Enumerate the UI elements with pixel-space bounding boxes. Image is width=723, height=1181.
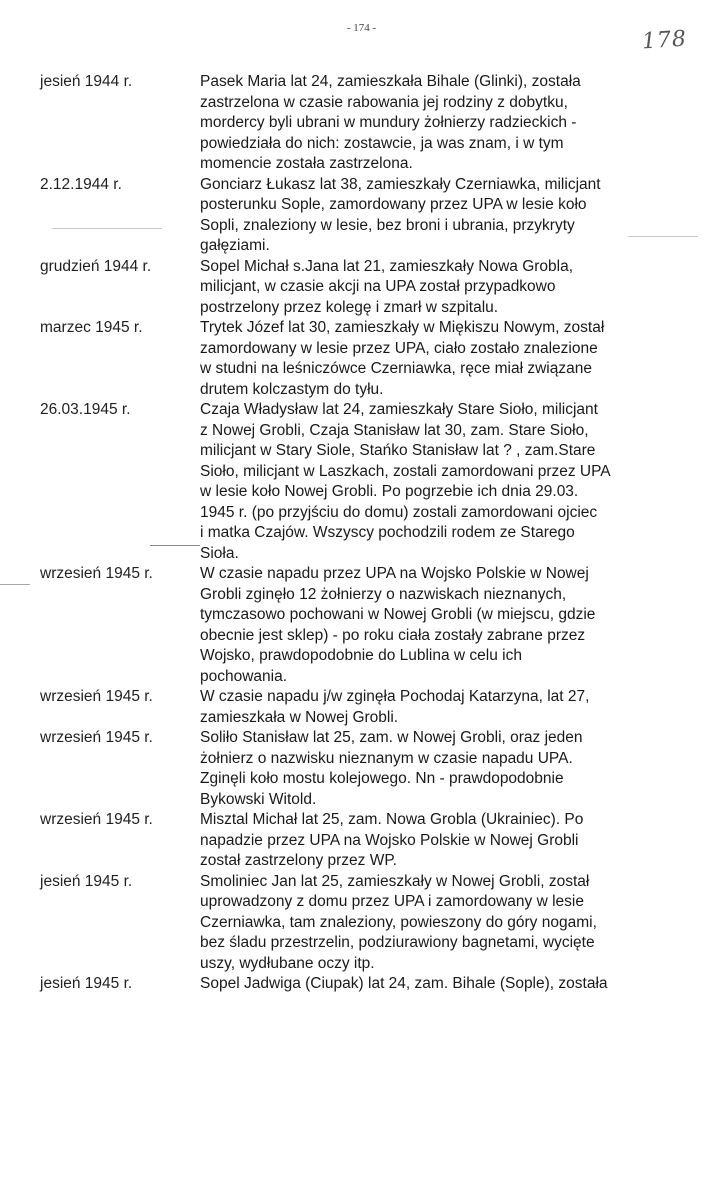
entry-row xyxy=(40,974,710,995)
entry-date: 26.03.1945 r. xyxy=(40,401,131,418)
entry-text-line: Czaja Władysław lat 24, zamieszkały Stare Sioło, milicjant xyxy=(200,401,598,418)
entry-text-line: zamordowany w lesie przez UPA, ciało zostało znalezione xyxy=(200,339,598,357)
entry-text-line: W czasie napadu j/w zginęła Pochodaj Katarzyna, lat 27, xyxy=(200,688,590,705)
entry-row xyxy=(40,257,710,319)
entry-text xyxy=(200,872,710,975)
entry-text-line: tymczasowo pochowani w Nowej Grobli (w miejscu, gdzie xyxy=(200,606,596,623)
entry-row xyxy=(40,318,710,400)
entry-row xyxy=(40,872,710,975)
entry-text-line: Sioła. xyxy=(200,544,239,562)
entry-text-line: i matka Czajów. Wszyscy pochodzili rodem ze Starego xyxy=(200,524,575,541)
entry-date: wrzesień 1945 r. xyxy=(40,688,153,705)
entry-date: wrzesień 1945 r. xyxy=(40,811,153,828)
entry-text-line: gałęziami. xyxy=(200,237,270,254)
entry-text xyxy=(200,400,710,564)
entry-text-line: Zginęli koło mostu kolejowego. Nn - prawdopodobnie xyxy=(200,770,564,787)
entry-row xyxy=(40,728,710,810)
entry-text-line: milicjant w Stary Siole, Stańko Stanisław lat ? , zam.Stare xyxy=(200,442,596,459)
entry-text-line: Sopel Jadwiga (Ciupak) lat 24, zam. Bihale (Sople), została xyxy=(200,975,608,992)
entry-text-line: Czerniawka, tam znaleziony, powieszony do góry nogami, xyxy=(200,913,597,931)
entry-text-line: postrzelony przez kolegę i zmarł w szpitalu. xyxy=(200,298,499,316)
entry-text-line: posterunku Sople, zamordowany przez UPA w lesie koło xyxy=(200,196,587,213)
entry-row xyxy=(40,400,710,564)
scan-artifact-line xyxy=(0,584,30,585)
entry-date: jesień 1945 r. xyxy=(40,872,133,890)
entry-text-line: żołnierz o nazwisku nieznanym w czasie napadu UPA. xyxy=(200,749,573,767)
entry-text-line: momencie została zastrzelona. xyxy=(200,155,413,172)
entry-text-line: uszy, wydłubane oczy itp. xyxy=(200,954,375,972)
entry-date: wrzesień 1945 r. xyxy=(40,565,153,582)
entry-text-line: W czasie napadu przez UPA na Wojsko Polskie w Nowej xyxy=(200,565,589,582)
entry-row xyxy=(40,175,710,257)
entry-text-line: z Nowej Grobli, Czaja Stanisław lat 30, zam. Stare Sioło, xyxy=(200,421,589,439)
entry-text-line: Sopli, znaleziony w lesie, bez broni i ubrania, przykryty xyxy=(200,216,575,234)
entry-text-line: zamieszkała w Nowej Grobli. xyxy=(200,708,399,726)
entry-text-line: obecnie jest sklep) - po roku ciała zostały zabrane przez xyxy=(200,626,586,644)
entry-text-line: Pasek Maria lat 24, zamieszkała Bihale (Glinki), została xyxy=(200,73,581,90)
entry-row xyxy=(40,687,710,728)
entry-text-line: Soliło Stanisław lat 25, zam. w Nowej Grobli, oraz jeden xyxy=(200,729,583,746)
entry-date: jesień 1944 r. xyxy=(40,73,133,90)
entry-text xyxy=(200,318,710,400)
handwritten-page-number: 178 xyxy=(641,26,688,55)
page-number: - 174 - xyxy=(346,22,377,34)
entry-row xyxy=(40,810,710,872)
entry-text-line: mordercy byli ubrani w mundury żołnierzy radzieckich - xyxy=(200,114,577,131)
entry-text xyxy=(200,728,710,810)
entry-text-line: Bykowski Witold. xyxy=(200,790,317,808)
entry-text-line: Trytek Józef lat 30, zamieszkały w Miękiszu Nowym, został xyxy=(200,319,605,336)
entry-text-line: pochowania. xyxy=(200,667,288,685)
entry-row xyxy=(40,72,710,175)
entry-text xyxy=(200,564,710,687)
entry-text-line: milicjant, w czasie akcji na UPA został przypadkowo xyxy=(200,278,556,295)
entry-text-line: bez śladu przestrzelin, podziurawiony bagnetami, wycięte xyxy=(200,934,595,951)
entry-date: grudzień 1944 r. xyxy=(40,257,152,275)
entry-text xyxy=(200,687,710,728)
entry-text xyxy=(200,257,710,319)
entry-date: 2.12.1944 r. xyxy=(40,175,122,193)
entry-text-line: Smoliniec Jan lat 25, zamieszkały w Nowej Grobli, został xyxy=(200,872,590,890)
entry-row xyxy=(40,564,710,687)
entry-text-line: drutem kolczastym do tyłu. xyxy=(200,380,384,398)
entry-text-line: Grobli zginęło 12 żołnierzy o nazwiskach nieznanych, xyxy=(200,585,567,603)
entry-date: jesień 1945 r. xyxy=(40,975,133,992)
entry-text-line: w studni na leśniczówce Czerniawka, ręce miał związane xyxy=(200,360,592,377)
entry-text-line: Sioło, milicjant w Laszkach, zostali zamordowani przez UPA xyxy=(200,462,611,480)
entry-text-line: Sopel Michał s.Jana lat 21, zamieszkały Nowa Grobla, xyxy=(200,257,574,275)
entry-text xyxy=(200,72,710,175)
entries-list xyxy=(40,72,710,995)
entry-text-line: Gonciarz Łukasz lat 38, zamieszkały Czerniawka, milicjant xyxy=(200,175,601,193)
entry-text-line: powiedziała do nich: zostawcie, ja was znam, i w tym xyxy=(200,134,564,152)
entry-date: marzec 1945 r. xyxy=(40,319,143,336)
entry-text xyxy=(200,810,710,872)
entry-text-line: uprowadzony z domu przez UPA i zamordowany w lesie xyxy=(200,893,584,910)
entry-text-line: zastrzelona w czasie rabowania jej rodziny z dobytku, xyxy=(200,93,568,111)
entry-text-line: 1945 r. (po przyjściu do domu) zostali zamordowani ojciec xyxy=(200,503,598,521)
entry-text-line: napadzie przez UPA na Wojsko Polskie w Nowej Grobli xyxy=(200,831,579,849)
entry-text-line: został zastrzelony przez WP. xyxy=(200,852,397,869)
entry-text-line: w lesie koło Nowej Grobli. Po pogrzebie ich dnia 29.03. xyxy=(200,483,579,500)
entry-text xyxy=(200,974,710,995)
entry-text-line: Misztal Michał lat 25, zam. Nowa Grobla (Ukrainiec). Po xyxy=(200,811,584,828)
entry-date: wrzesień 1945 r. xyxy=(40,729,153,746)
entry-text xyxy=(200,175,710,257)
entry-text-line: Wojsko, prawdopodobnie do Lublina w celu ich xyxy=(200,647,522,664)
